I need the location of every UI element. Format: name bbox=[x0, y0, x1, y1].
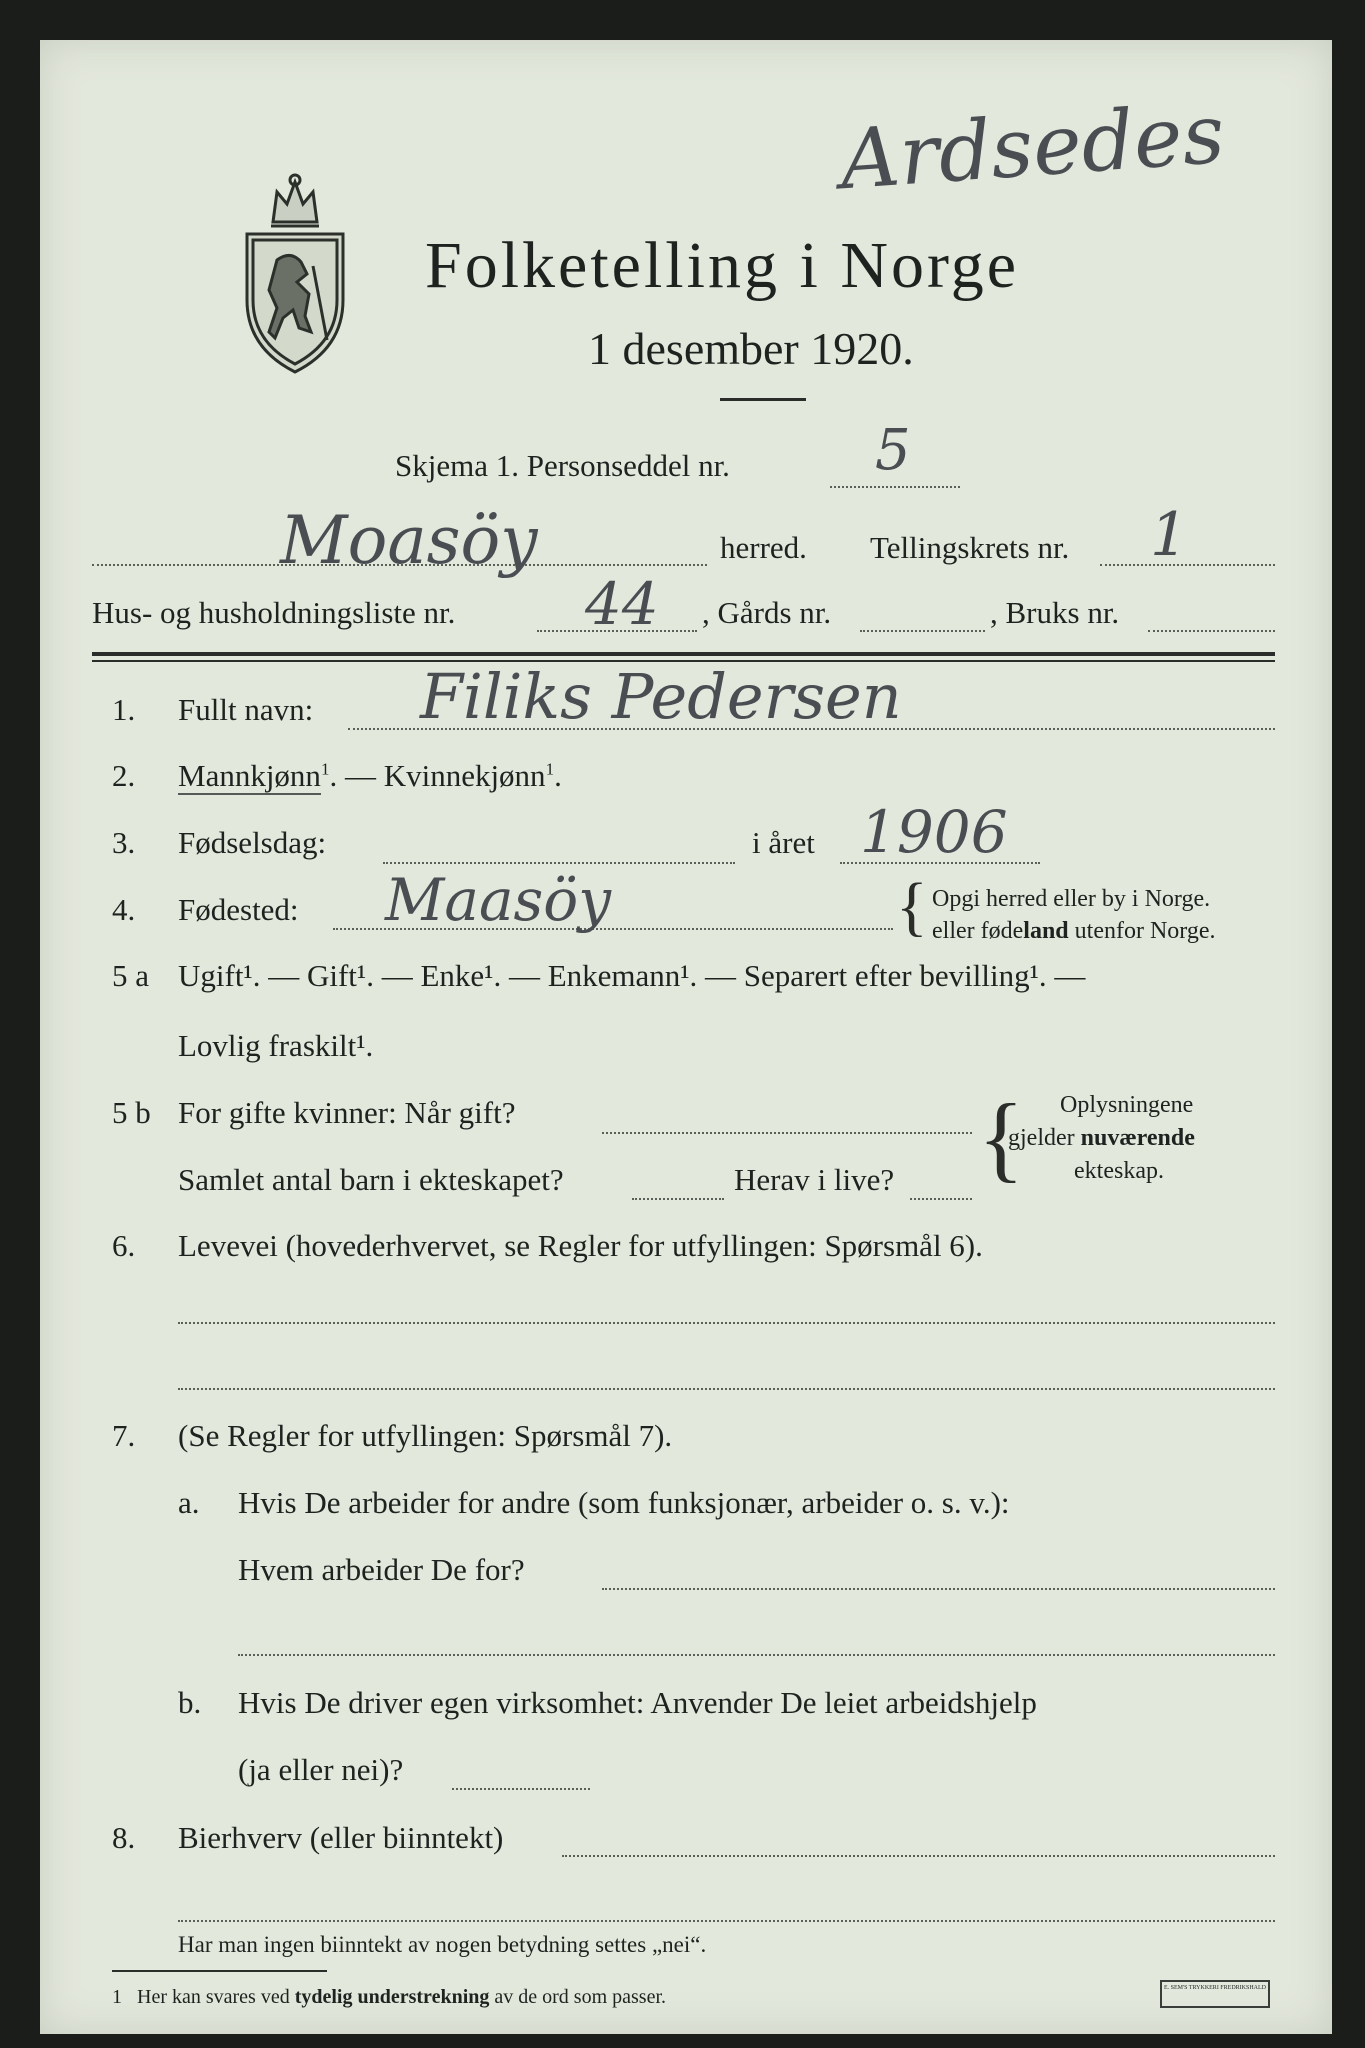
kvinnekjonn-option: . — Kvinnekjønn bbox=[329, 758, 546, 793]
q5b-note-line3: ekteskap. bbox=[1074, 1158, 1164, 1184]
q8-number: 8. bbox=[112, 1820, 136, 1855]
bruks-line bbox=[1148, 630, 1275, 632]
norway-coat-of-arms-icon bbox=[235, 170, 355, 380]
q5a-options: Ugift¹. — Gift¹. — Enke¹. — Enkemann¹. — Separert efter bevilling¹. — bbox=[178, 958, 1086, 993]
husholdningsliste-label: Hus- og husholdningsliste nr. bbox=[92, 595, 456, 630]
gards-line bbox=[860, 630, 985, 632]
bierhverv-line-1 bbox=[562, 1855, 1275, 1857]
fodested-note-line2: eller fødeland utenfor Norge. bbox=[932, 918, 1216, 944]
title-divider bbox=[720, 398, 806, 401]
q4-label: Fødested: bbox=[178, 892, 299, 927]
alive-line bbox=[910, 1198, 972, 1200]
levevei-line-2 bbox=[178, 1388, 1275, 1390]
q7b-answer-label: (ja eller nei)? bbox=[238, 1752, 404, 1787]
q1-label: Fullt navn: bbox=[178, 692, 314, 727]
q5b-children-label: Samlet antal barn i ekteskapet? bbox=[178, 1162, 564, 1197]
q8-label: Bierhverv (eller biinntekt) bbox=[178, 1820, 504, 1855]
skjema-label: Skjema 1. Personseddel nr. bbox=[395, 448, 730, 483]
q7-label: (Se Regler for utfyllingen: Spørsmål 7). bbox=[178, 1418, 673, 1453]
handwritten-husholdningsliste-nr: 44 bbox=[585, 570, 659, 638]
census-form-sheet bbox=[40, 40, 1332, 2034]
herred-label: herred. bbox=[720, 530, 807, 565]
q7b-label: Hvis De driver egen virksomhet: Anvender De leiet arbeidshjelp bbox=[238, 1685, 1037, 1720]
q7b-letter: b. bbox=[178, 1685, 202, 1720]
q6-label: Levevei (hovederhvervet, se Regler for utfyllingen: Spørsmål 6). bbox=[178, 1228, 983, 1263]
handwritten-herred: Moasöy bbox=[280, 502, 538, 579]
q7-number: 7. bbox=[112, 1418, 136, 1453]
q5a-number: 5 a bbox=[112, 958, 150, 993]
fodested-note-line1: Opgi herred eller by i Norge. bbox=[932, 886, 1211, 912]
footnote-rule bbox=[112, 1970, 327, 1972]
handwritten-birth-year: 1906 bbox=[860, 798, 1008, 866]
tellingskrets-label: Tellingskrets nr. bbox=[870, 530, 1070, 565]
q6-number: 6. bbox=[112, 1228, 136, 1263]
q5a-options-line2: Lovlig fraskilt¹. bbox=[178, 1028, 374, 1063]
q3-year-label: i året bbox=[752, 825, 815, 860]
bruks-label: , Bruks nr. bbox=[990, 595, 1120, 630]
q5b-alive-label: Herav i live? bbox=[734, 1162, 895, 1197]
q3-label: Fødselsdag: bbox=[178, 825, 327, 860]
when-married-line bbox=[602, 1132, 972, 1134]
q5b-number: 5 b bbox=[112, 1095, 151, 1130]
fodselsdag-line bbox=[383, 862, 735, 864]
q2-label: Mannkjønn$^1$. — Kvinnekjønn$^1$. bbox=[178, 758, 562, 793]
header-rule-top bbox=[92, 652, 1275, 656]
footnote: 1 Her kan svares ved tydelig understrekning av de ord som passer. bbox=[112, 1986, 667, 2008]
gards-label: , Gårds nr. bbox=[702, 595, 832, 630]
q7a-label: Hvis De arbeider for andre (som funksjonær, arbeider o. s. v.): bbox=[238, 1485, 1010, 1520]
q7a-letter: a. bbox=[178, 1485, 200, 1520]
q5b-when-married-label: For gifte kvinner: Når gift? bbox=[178, 1095, 516, 1130]
printer-stamp: E. SEM'S TRYKKERI FREDRIKSHALD bbox=[1160, 1980, 1270, 2008]
levevei-line-1 bbox=[178, 1322, 1275, 1324]
q5b-note-line2: gjelder nuværende bbox=[1008, 1125, 1195, 1151]
census-date: 1 desember 1920. bbox=[588, 323, 914, 374]
arbeidshjelp-line bbox=[452, 1788, 590, 1790]
q4-number: 4. bbox=[112, 892, 136, 927]
handwritten-personseddel-nr: 5 bbox=[875, 418, 911, 483]
children-line bbox=[632, 1198, 724, 1200]
handwritten-tellingskrets-nr: 1 bbox=[1150, 500, 1189, 570]
q2-number: 2. bbox=[112, 758, 136, 793]
employer-line-2 bbox=[238, 1654, 1275, 1656]
fodested-note-brace: { bbox=[896, 870, 928, 943]
handwritten-fodested: Maasöy bbox=[385, 866, 611, 934]
employer-line-1 bbox=[602, 1588, 1275, 1590]
handwritten-top-right: Ardsedes bbox=[837, 86, 1228, 209]
biinntekt-note: Har man ingen biinntekt av nogen betydning settes „nei“. bbox=[178, 1932, 707, 1957]
personseddel-line bbox=[830, 486, 960, 488]
q5b-note-brace: { bbox=[978, 1084, 1025, 1191]
page-title: Folketelling i Norge bbox=[425, 229, 1020, 302]
handwritten-fullt-navn: Filiks Pedersen bbox=[420, 660, 902, 733]
mannkjonn-option: Mannkjønn bbox=[178, 758, 321, 793]
q5b-note-line1: Oplysningene bbox=[1060, 1092, 1194, 1118]
q3-number: 3. bbox=[112, 825, 136, 860]
q7a-employer-label: Hvem arbeider De for? bbox=[238, 1552, 525, 1587]
q1-number: 1. bbox=[112, 692, 136, 727]
bierhverv-line-2 bbox=[178, 1920, 1275, 1922]
